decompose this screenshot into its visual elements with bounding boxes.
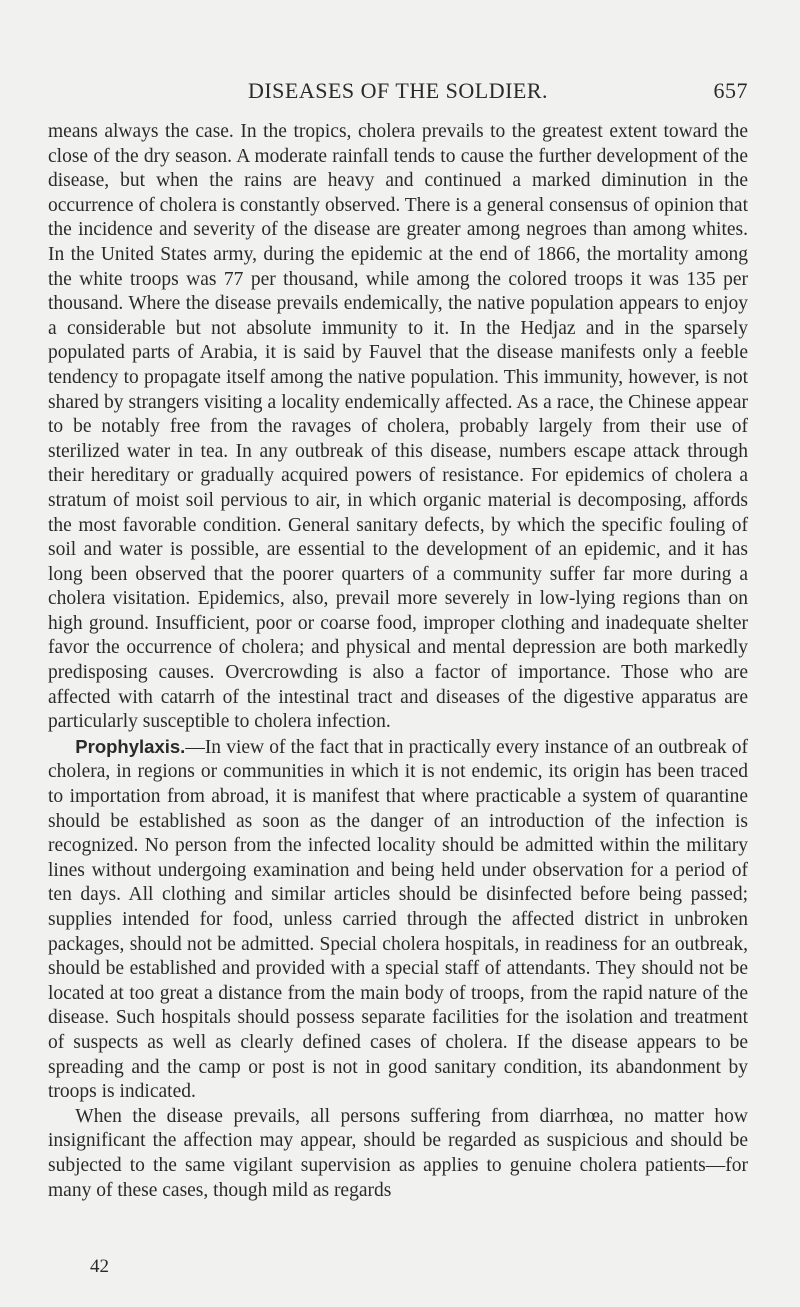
paragraph-prophylaxis [48,735,748,1105]
prophylaxis-text: —In view of the fact that in practically every instance of an outbreak of cholera, in regions or communities in which it is not endemic, its origin has been traced to importation from abroad, it is manifest that where practicable a system of quarantine should be established as soon as the danger of an introduction of the infection is recognized. No person from the infected locality should be admitted within the military lines without undergoing examination and being held under observation for a period of ten days. All clothing and similar articles should be disinfected before being passed; supplies intended for food, unless carried through the affected district in unbroken packages, should not be admitted. Special cholera hospitals, in readiness for an outbreak, should be established and provided with a special staff of attendants. They should not be located at too great a distance from the main body of troops, from the rapid nature of the disease. Such hospitals should possess separate facilities for the isolation and treatment of suspects as well as clearly defined cases of cholera. If the disease appears to be spreading and the camp or post is not in good sanitary condition, its abandonment by troops is indicated. [48,736,748,1103]
running-title: DISEASES OF THE SOLDIER. [247,78,549,103]
paragraph-diarrhoea: When the disease prevails, all persons suffering from diarrhœa, no matter how insignificant the affection may appear, should be regarded as suspicious and should be subjected to the same vigilant supervision as applies to genuine cholera patients—for many of these cases, though mild as regards [48,1105,748,1201]
paragraph-cholera-prevalence: means always the case. In the tropics, cholera prevails to the greatest extent toward the close of the dry season. A moderate rainfall tends to cause the further development of the disease, but when the rains are heavy and continued a marked diminution in the occurrence of cholera is constantly observed. There is a general consensus of opinion that the incidence and severity of the disease are greater among negroes than among whites. In the United States army, during the epidemic at the end of 1866, the mortality among the white troops was 77 per thousand, while among the colored troops it was 135 per thousand. Where the disease prevails endemically, the native population appears to enjoy a considerable but not absolute immunity to it. In the Hedjaz and in the sparsely populated parts of Arabia, it is said by Fauvel that the disease manifests only a feeble tendency to propagate itself among the native population. This immunity, however, is not shared by strangers visiting a locality endemically affected. As a race, the Chinese appear to be notably free from the ravages of cholera, probably largely from their use of sterilized water in tea. In any outbreak of this disease, numbers escape attack through their hereditary or gradually acquired powers of resistance. For epidemics of cholera a stratum of moist soil pervious to air, in which organic material is decomposing, affords the most favorable condition. General sanitary defects, by which the specific fouling of soil and water is possible, are essential to the development of an epidemic, and it has long been observed that the poorer quarters of a community suffer far more during a cholera visitation. Epidemics, also, prevail more severely in low-lying regions than on high ground. Insufficient, poor or coarse food, improper clothing and inadequate shelter favor the occurrence of cholera; and physical and mental depression are both markedly predisposing causes. Overcrowding is also a factor of importance. Those who are affected with catarrh of the intestinal tract and diseases of the digestive apparatus are particularly susceptible to cholera infection. [48,121,748,733]
page-number: 657 [713,78,748,103]
running-head [48,78,748,104]
signature-mark: 42 [90,1256,109,1277]
section-heading-prophylaxis: Prophylaxis. [75,735,186,757]
book-page [48,0,748,1307]
body-text [48,120,748,1203]
